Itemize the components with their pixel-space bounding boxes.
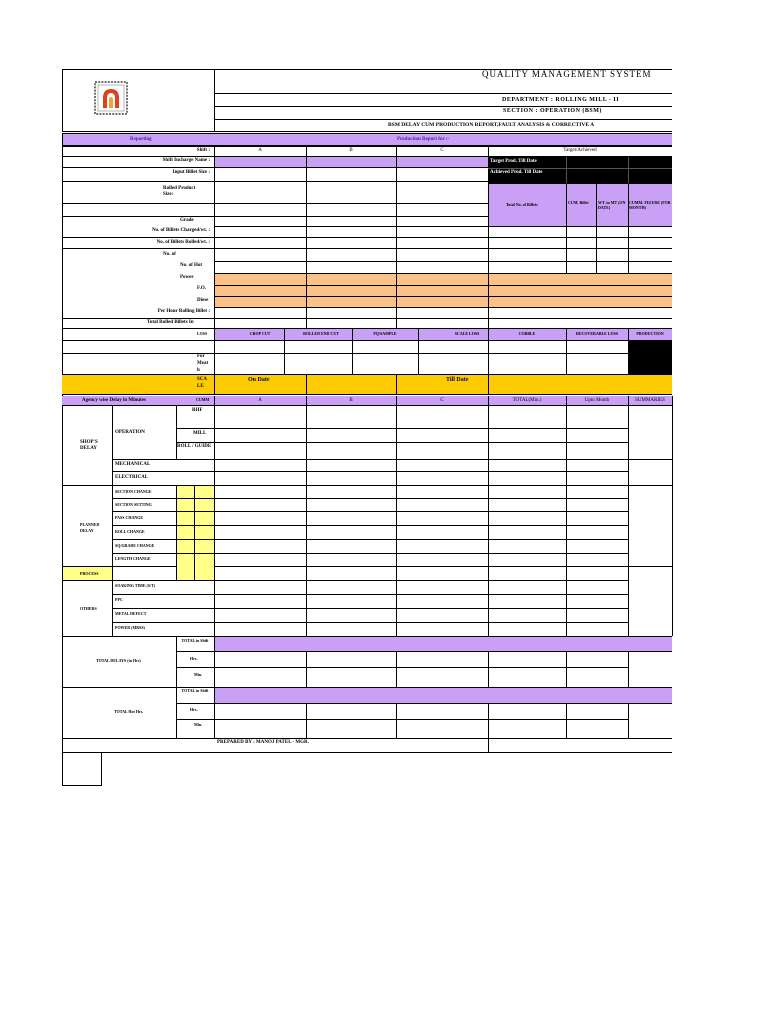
roll-change-label: ROLL CHANGE: [115, 529, 145, 534]
sq-grade-change-label: SQ/GRADE CHANGE: [115, 543, 155, 548]
delay-a-header: A: [258, 398, 262, 403]
total-hot-hrs-label: TOTAL Hot Hrs.: [114, 709, 144, 714]
loss-header-rolled-end-cut: ROLLED END CUT: [303, 331, 339, 336]
shift-c-header: C: [440, 148, 444, 153]
rolled-product-label: Rolled Product: [163, 186, 196, 191]
hrs-label: Hrs.: [190, 656, 198, 661]
production-black-cell: [629, 341, 672, 374]
no-of-label: No. of: [163, 252, 176, 257]
total-rolled-label: Total Rolled Billets In: [147, 320, 194, 325]
power-label: Power: [180, 275, 194, 280]
signature-box[interactable]: [62, 752, 102, 786]
planned-delay-label: PLANNED DELAY: [80, 522, 100, 533]
meat-label: Meat: [197, 361, 209, 366]
fo-row-target[interactable]: [489, 286, 672, 296]
rolled-size-label: Size:: [163, 192, 174, 197]
process-label: PROCESS: [80, 571, 99, 576]
shift-label: Shift :: [196, 148, 210, 153]
cumm-figure-label: CUMM. FIGURE (FOR MONTH): [629, 200, 671, 210]
report-title: BSM DELAY CUM PRODUCTION REPORT,FAULT ANALYSIS & CORRECTIVE A: [388, 122, 595, 128]
input-billet-label: Input Billet Size :: [172, 170, 210, 175]
reporting-bar: [62, 133, 672, 146]
agency-delay-label: Agency wise Delay in Minutes: [82, 398, 146, 403]
target-prod-label: Target Prod. Till Date: [490, 159, 537, 164]
for-month-label: For: [197, 354, 205, 359]
reporting-label: Reporting: [130, 137, 152, 142]
planned-yellow-col1[interactable]: [177, 486, 194, 580]
roll-guide-label: ROLL / GUIDE: [177, 444, 212, 449]
shift-b-header: B: [349, 148, 353, 153]
cumm-label: CUMM: [196, 397, 210, 402]
prepared-by-label: PREPARED BY : MANOJ PATEL - MGR.: [217, 740, 309, 745]
fo-label: F.O.: [197, 286, 206, 291]
min-hot-label: Min.: [194, 722, 203, 727]
h-label: h: [197, 368, 200, 373]
delay-upto-month-header: Upto Month: [584, 398, 610, 403]
delay-c-header: C: [440, 398, 444, 403]
diesel-row-target[interactable]: [489, 297, 672, 307]
loss-label: LOSS: [197, 331, 208, 336]
billets-rolled-label: No. of Billets Rolled/wt. :: [156, 240, 210, 245]
ppc-label: PPC: [115, 597, 123, 602]
loss-header-cobble: COBBLE: [518, 331, 536, 336]
operation-label: OPERATION: [115, 430, 145, 435]
total-in-shift-hot-label: TOTAL in Shift: [181, 688, 209, 693]
electrical-label: ELECTRICAL: [115, 475, 149, 480]
soaking-time-label: SOAKING TIME (S/T): [115, 583, 156, 588]
company-logo: [94, 81, 128, 115]
total-delays-label: TOTAL DELAYS (in Hrs): [96, 658, 141, 663]
shift-a-header: A: [258, 148, 262, 153]
cum-billet-label: CUM. Billet: [568, 200, 589, 205]
shift-incharge-label: Shift Incharge Name :: [162, 158, 210, 163]
no-of-hot-label: No. of Hot: [180, 263, 203, 268]
section-change-label: SECTION CHANGE: [115, 489, 152, 494]
mill-label: MILL: [193, 431, 207, 436]
le-label: LE: [197, 384, 204, 389]
total-hot-shift-row: [215, 688, 672, 703]
power-row-target[interactable]: [489, 274, 672, 285]
pass-change-label: PASS CHANGE: [115, 515, 144, 520]
shift-incharge-row[interactable]: [215, 157, 488, 167]
wt-in-mt-label: WT. in MT (ON DATE): [598, 200, 626, 210]
page-title: QUALITY MANAGEMENT SYSTEM: [482, 69, 652, 79]
loss-header-scale-loss: SCALE LOSS: [454, 331, 480, 336]
delay-total-header: TOTAL(Min.): [512, 398, 542, 403]
power-mrss-label: POWER (MRSS): [115, 625, 145, 630]
others-label: OTHERS: [80, 606, 97, 611]
rhf-label: RHF: [192, 408, 203, 413]
diesel-row[interactable]: [215, 297, 488, 307]
total-billets-label: Total No. of Billets: [506, 202, 538, 207]
metal-defect-label: METAL DEFECT: [115, 611, 147, 616]
loss-header-pq-sample: PQ/SAMPLE: [373, 331, 397, 336]
scale-label: SCA: [197, 377, 208, 382]
billets-charged-label: No. of Billets Charged/wt. :: [151, 228, 210, 233]
section-label: SECTION : OPERATION (BSM): [503, 108, 602, 114]
loss-header-production: PRODUCTION: [636, 331, 664, 336]
achieved-prod-label: Achieved Prod. Till Date: [490, 170, 543, 175]
till-date-label: Till Date: [446, 377, 469, 383]
planned-yellow-col2[interactable]: [195, 486, 214, 580]
min-label: Min.: [194, 672, 203, 677]
hrs-hot-label: Hrs.: [190, 707, 198, 712]
diesel-label: Diese: [197, 298, 209, 303]
power-row[interactable]: [215, 274, 488, 285]
mechanical-label: MECHANICAL: [115, 462, 151, 467]
on-date-label: On Date: [248, 377, 270, 383]
loss-header-recoverable-loss: RECOVERABLE LOSS: [575, 331, 619, 336]
grade-label: Grade: [180, 218, 194, 223]
section-setting-label: SECTION SETTING: [115, 502, 152, 507]
production-report-label: Production Report for :-: [397, 137, 450, 142]
delay-b-header: B: [349, 398, 353, 403]
target-achieved-header: Target/Achieved: [563, 148, 597, 153]
shops-delay-label: SHOP'S DELAY: [80, 440, 98, 451]
date-bar: [62, 375, 672, 395]
total-in-shift-label: TOTAL in Shift: [181, 638, 209, 643]
delay-summaries-header: SUMMARIES: [635, 398, 665, 403]
department-label: DEPARTMENT : ROLLING MILL - II: [502, 97, 620, 103]
length-change-label: LENGTH CHANGE: [115, 556, 151, 561]
per-hour-label: Per Hour Rolling Billet :: [157, 309, 210, 314]
total-delay-shift-row: [215, 637, 672, 651]
fo-row[interactable]: [215, 286, 488, 296]
loss-header-crop-cut: CROP CUT: [249, 331, 271, 336]
